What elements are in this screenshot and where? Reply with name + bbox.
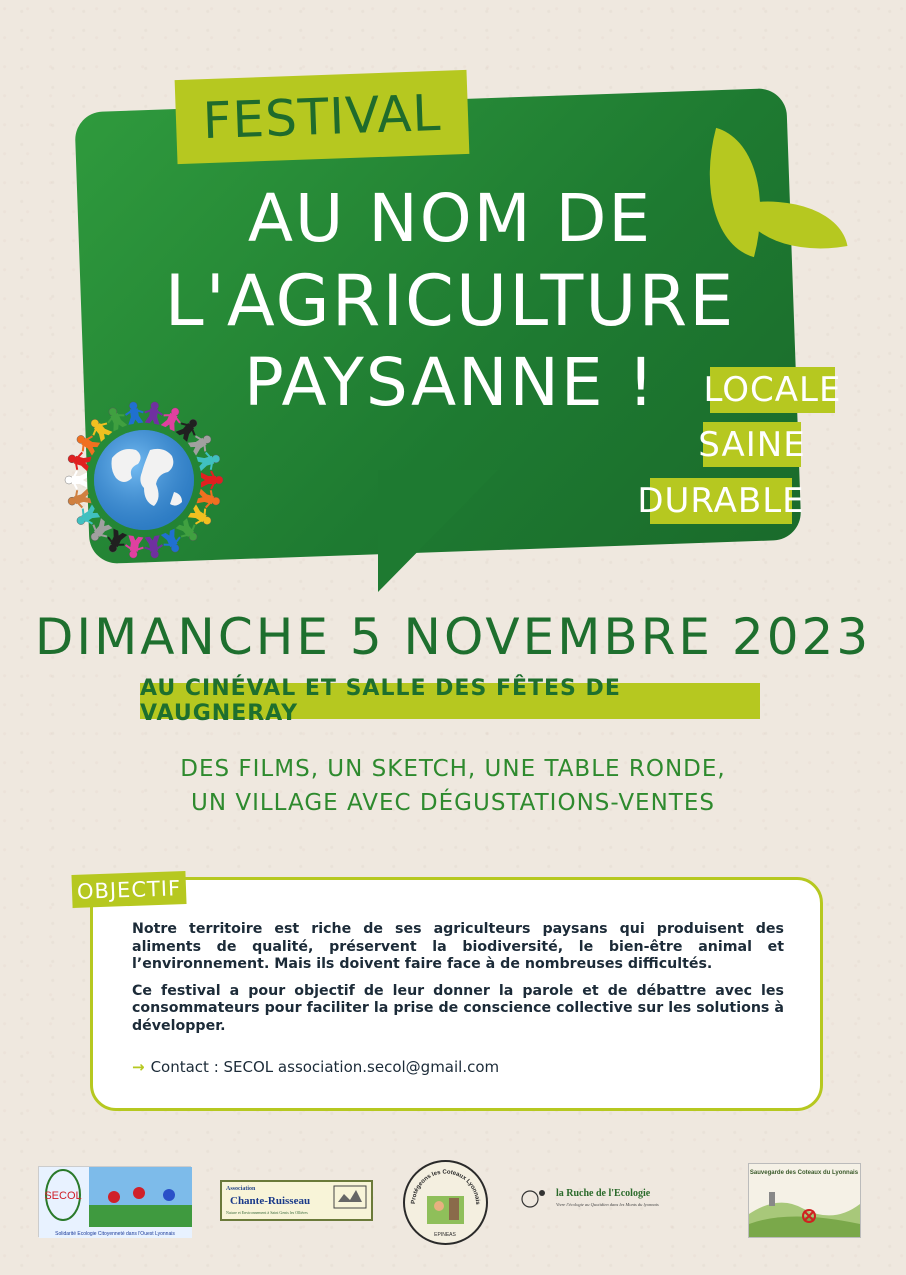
objective-label: OBJECTIF: [71, 871, 186, 908]
protegeons-coteaux-logo: [403, 1160, 488, 1245]
protegeons-bottom: EPINEAS: [434, 1232, 456, 1238]
ruche-name: la Ruche de l'Ecologie: [556, 1188, 651, 1199]
person-figure: [143, 536, 164, 559]
title-line-1: AU NOM DE: [247, 180, 653, 257]
person-figure: [188, 504, 215, 530]
main-title: [160, 178, 740, 424]
chante-association: Association: [226, 1186, 256, 1192]
chante-name: Chante-Ruisseau: [230, 1195, 311, 1207]
person-figure: [124, 536, 145, 559]
ruche-caption: Vivre l'écologie au Quotidien dans les Monts du lyonnais: [556, 1202, 659, 1207]
person-figure: [202, 471, 223, 489]
tag-durable: DURABLE: [650, 478, 792, 524]
title-line-2: L'AGRICULTURE: [164, 260, 736, 342]
person-figure: [197, 488, 222, 511]
tag-locale: LOCALE: [710, 367, 835, 413]
person-figure: [65, 471, 86, 489]
ruche-ecologie-logo: [518, 1183, 728, 1213]
program-line-1: DES FILMS, UN SKETCH, UNE TABLE RONDE,: [180, 756, 726, 782]
person-figure: [66, 449, 91, 472]
person-figure: [124, 401, 145, 424]
person-figure: [160, 529, 185, 556]
secol-name: SECOL: [44, 1190, 82, 1202]
objective-text: [132, 921, 784, 1044]
event-program: [0, 752, 906, 820]
secol-caption: Solidarité Ecologie Citoyenneté dans l'Ouest Lyonnais: [55, 1231, 175, 1237]
objective-paragraph-1: Notre territoire est riche de ses agriculteurs paysans qui produisent des aliments de qualité, préservent la biodiversité, le bien-être animal et l’environnement. Mais ils doivent faire face à de nombreuses difficultés.: [132, 921, 784, 972]
person-figure: [73, 504, 100, 530]
person-figure: [160, 404, 185, 431]
event-venue: AU CINÉVAL ET SALLE DES FÊTES DE VAUGNERAY: [140, 683, 760, 719]
contact-line[interactable]: [132, 1058, 499, 1076]
globe-icon: [62, 400, 227, 560]
tag-saine: SAINE: [703, 422, 801, 467]
person-figure: [103, 529, 128, 556]
event-date: DIMANCHE 5 NOVEMBRE 2023: [34, 608, 872, 666]
globe-people-illustration: [62, 400, 227, 560]
festival-label: FESTIVAL: [175, 70, 470, 164]
secol-logo: [38, 1166, 191, 1237]
title-line-3: PAYSANNE !: [243, 344, 657, 421]
sauvegarde-coteaux-logo: [748, 1163, 861, 1238]
bee-icon: [522, 1191, 538, 1207]
person-figure: [143, 401, 164, 424]
person-figure: [103, 404, 128, 431]
protegeons-name: Protégeons les Coteaux Lyonnais: [410, 1169, 481, 1205]
person-figure: [188, 430, 215, 456]
arrow-right-icon: →: [132, 1058, 145, 1076]
speech-bubble-tail: [378, 470, 498, 592]
person-figure: [66, 488, 91, 511]
chante-ruisseau-logo: [220, 1180, 373, 1221]
contact-text[interactable]: Contact : SECOL association.secol@gmail.com: [150, 1058, 500, 1076]
objective-paragraph-2: Ce festival a pour objectif de leur donner la parole et de débattre avec les consommateurs pour faciliter la prise de conscience collective sur les solutions à développer.: [132, 982, 784, 1034]
coteaux-name: Sauvegarde des Coteaux du Lyonnais: [749, 1170, 859, 1176]
program-line-2: UN VILLAGE AVEC DÉGUSTATIONS-VENTES: [191, 790, 715, 816]
chante-caption: Nature et Environnement à Saint Genis les Ollières: [226, 1210, 308, 1215]
person-figure: [73, 430, 100, 456]
person-figure: [197, 449, 222, 472]
